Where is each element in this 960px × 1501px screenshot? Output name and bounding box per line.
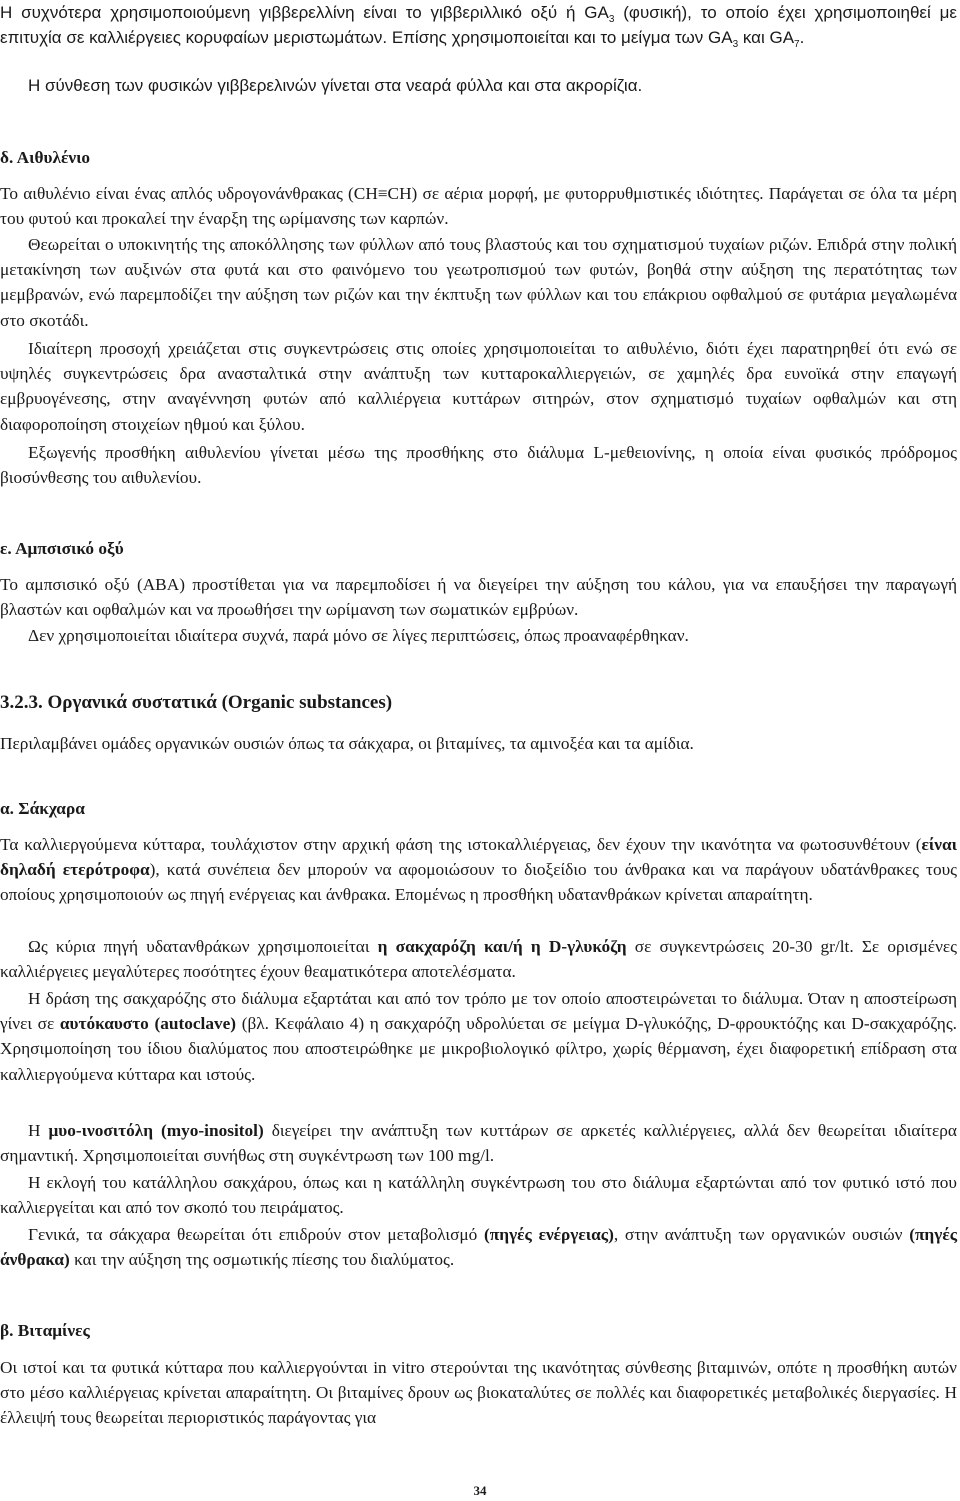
- organic-intro-paragraph: Περιλαμβάνει ομάδες οργανικών ουσιών όπως τα σάκχαρα, οι βιταμίνες, τα αμινοξέα και τα αμίδια.: [0, 734, 694, 753]
- text-run: Ως κύρια πηγή υδατανθράκων χρησιμοποιείται: [28, 937, 378, 956]
- text-run: .: [799, 28, 805, 48]
- text-run: και GA: [738, 28, 795, 48]
- text-run: CH) σε αέρια μορφή, με φυτορρυθμιστικές ιδιότητες. Παράγεται σε όλα τα μέρη του φυτού και προκαλεί την έναρξη της ωρίμανσης των καρπών.: [0, 184, 957, 229]
- sugars-paragraph-5: Η εκλογή του κατάλληλου σακχάρου, όπως και η κατάλληλη συγκέντρωση του στο διάλυμα εξαρτώνται από τον φυτικό ιστό που καλλιεργείται και από τον σκοπό του πειράματος.: [0, 1173, 957, 1218]
- subscript: 7: [794, 39, 800, 51]
- sugars-paragraph-3: [0, 986, 957, 1087]
- text-run: σε συγκεντρώσεις 20-30 gr/lt. Σε ορισμένες καλλιέργειες μεγαλύτερες ποσότητες έχουν θεαματικότερα αποτελέσματα.: [0, 937, 957, 982]
- sugars-paragraph-1: [0, 832, 957, 908]
- section-heading-sugars: α. Σάκχαρα: [0, 799, 85, 818]
- section-heading-aba: ε. Αμπσισικό οξύ: [0, 539, 124, 558]
- text-run: Η δράση της σακχαρόζης στο διάλυμα εξαρτάται και από τον τρόπο με τον οποίο αποστειρώνεται το διάλυμα. Όταν η αποστείρωση γίνει σε: [0, 989, 957, 1034]
- text-run: Γενικά, τα σάκχαρα θεωρείται ότι επιδρούν στον μεταβολισμό: [28, 1225, 485, 1244]
- bold-text: μυο-ινοσιτόλη (myo-inositol): [48, 1121, 264, 1140]
- aba-paragraph-1: Το αμπσισικό οξύ (ABA) προστίθεται για να παρεμποδίσει ή να διεγείρει την αύξηση του κάλου, για να επαυξήσει την παραγωγή βλαστών και οφθαλμών και να προωθήσει την ωρίμανση των σωματικών εμβρύων.: [0, 575, 957, 620]
- sugars-paragraph-4: [0, 1118, 957, 1168]
- aba-paragraph-2: Δεν χρησιμοποιείται ιδιαίτερα συχνά, παρά μόνο σε λίγες περιπτώσεις, όπως προαναφέρθηκαν.: [28, 626, 689, 645]
- bold-text: (πηγές άνθρακα): [0, 1225, 957, 1270]
- text-run: Το αιθυλένιο είναι ένας απλός υδρογονάνθρακας (CH: [0, 184, 378, 203]
- section-heading-organic-substances: 3.2.3. Οργανικά συστατικά (Organic substances): [0, 692, 393, 713]
- ethylene-paragraph-3: Ιδιαίτερη προσοχή χρειάζεται στις συγκεντρώσεις στις οποίες χρησιμοποιείται το αιθυλένιο, διότι έχει παρατηρηθεί ότι ενώ σε υψηλές συγκεντρώσεις δρα ανασταλτικά στην ανάπτυξη των κυτταροκαλλιεργειών, σε χαμηλές δρα ευνοϊκά στην επαγωγή εμβρυογένεσης, στην αναγέννηση φυτών από καλλιέργεια κυττάρων σιτηρών, στον σχηματισμό τυχαίων οφθαλμών και στη διαφοροποίηση στοιχείων ηθμού και ξύλου.: [0, 339, 957, 434]
- text-run: (φυσική), το οποίο έχει χρησιμοποιηθεί με επιτυχία σε καλλιέργειες κορυφαίων μεριστωμάτων. Επίσης χρησιμοποιείται και το μείγμα των GA: [0, 3, 957, 48]
- text-run: Τα καλλιεργούμενα κύτταρα, τουλάχιστον στην αρχική φάση της ιστοκαλλιέργειας, δεν έχουν την ικανότητα να φωτοσυνθέτουν (: [0, 835, 922, 854]
- subscript: 3: [608, 14, 615, 25]
- section-heading-ethylene: δ. Αιθυλένιο: [0, 148, 91, 167]
- subscript: 3: [732, 39, 739, 51]
- text-run: διεγείρει την ανάπτυξη των κυττάρων σε αρκετές καλλιέργειες, αλλά δεν θεωρείται ιδιαίτερα σημαντική. Χρησιμοποιείται συνήθως στη συγκέντρωση των 100 mg/l.: [0, 1121, 957, 1166]
- gibberellin-paragraph: [0, 0, 957, 50]
- page-number: 34: [473, 1483, 487, 1498]
- text-run: , στην ανάπτυξη των οργανικών ουσιών: [613, 1225, 910, 1244]
- gibberellin-synthesis-line: Η σύνθεση των φυσικών γιββερελινών γίνεται στα νεαρά φύλλα και στα ακρορίζια.: [28, 76, 643, 95]
- text-run: Η συχνότερα χρησιμοποιούμενη γιββερελλίνη είναι το γιββεριλλικό οξύ ή GA: [0, 3, 609, 22]
- ethylene-paragraph-2: Θεωρείται ο υποκινητής της αποκόλλησης των φύλλων από τους βλαστούς και του σχηματισμού τυχαίων ριζών. Επιδρά στην πολική μετακίνηση των αυξινών στα φυτά και στο φαινόμενο του γεωτροπισμού των φυτών, βοηθά στην αύξηση της περατότητας των μεμβρανών, ενώ παρεμποδίζει την αύξηση των ριζών και την έκπτυξη των φύλλων και του επάκριου οφθαλμού σε φυτάρια μεγαλωμένα στο σκοτάδι.: [0, 235, 957, 330]
- sugars-paragraph-2: [0, 934, 957, 984]
- bold-text: αυτόκαυστο (autoclave): [59, 1014, 237, 1034]
- vitamins-paragraph-1: Οι ιστοί και τα φυτικά κύτταρα που καλλιεργούνται in vitro στερούνται της ικανότητας σύνθεσης βιταμινών, οπότε η προσθήκη αυτών στο μέσο καλλιέργειας κρίνεται απαραίτητη. Οι βιταμίνες δρουν ως βιοκαταλύτες σε πολλές και διαφορετικές μεταβολικές διεργασίες. Η έλλειψή τους θεωρείται περιοριστικός παράγοντας για: [0, 1358, 957, 1428]
- ethylene-paragraph-4: Εξωγενής προσθήκη αιθυλενίου γίνεται μέσω της προσθήκης στο διάλυμα L-μεθειονίνης, η οποία είναι φυσικός πρόδρομος βιοσύνθεσης του αιθυλενίου.: [0, 443, 957, 488]
- triple-bond-symbol: ≡: [377, 184, 388, 203]
- bold-text: η σακχαρόζη και/ή η D-γλυκόζη: [377, 937, 627, 956]
- bold-text: (πηγές ενέργειας): [484, 1225, 614, 1244]
- sugars-paragraph-6: [0, 1222, 957, 1272]
- text-run: (βλ. Κεφάλαιο 4) η σακχαρόζη υδρολύεται σε μείγμα D-γλυκόζης, D-φρουκτόζης και D-σακχαρόζης. Χρησιμοποίηση του ίδιου διαλύματος που αποστειρώθηκε με μικροβιολογικό φίλτρο, χωρίς θέρμανση, έχει διαφορετική επίδραση στα καλλιεργούμενα κύτταρα και ιστούς.: [0, 1014, 957, 1084]
- section-heading-vitamins: β. Βιταμίνες: [0, 1321, 90, 1340]
- text-run: και την αύξηση της οσμωτικής πίεσης του διαλύματος.: [69, 1250, 455, 1270]
- ethylene-paragraph-1: [0, 181, 957, 231]
- text-run: ), κατά συνέπεια δεν μπορούν να αφομοιώσουν το διοξείδιο του άνθρακα και να παράγουν υδατάνθρακες τους οποίους χρησιμοποιούν ως πηγή ενέργειας και άνθρακα. Επομένως η προσθήκη υδατανθράκων κρίνεται απαραίτητη.: [0, 860, 957, 905]
- bold-text: είναι δηλαδή ετερότροφα: [0, 835, 957, 880]
- text-run: Η: [28, 1121, 49, 1140]
